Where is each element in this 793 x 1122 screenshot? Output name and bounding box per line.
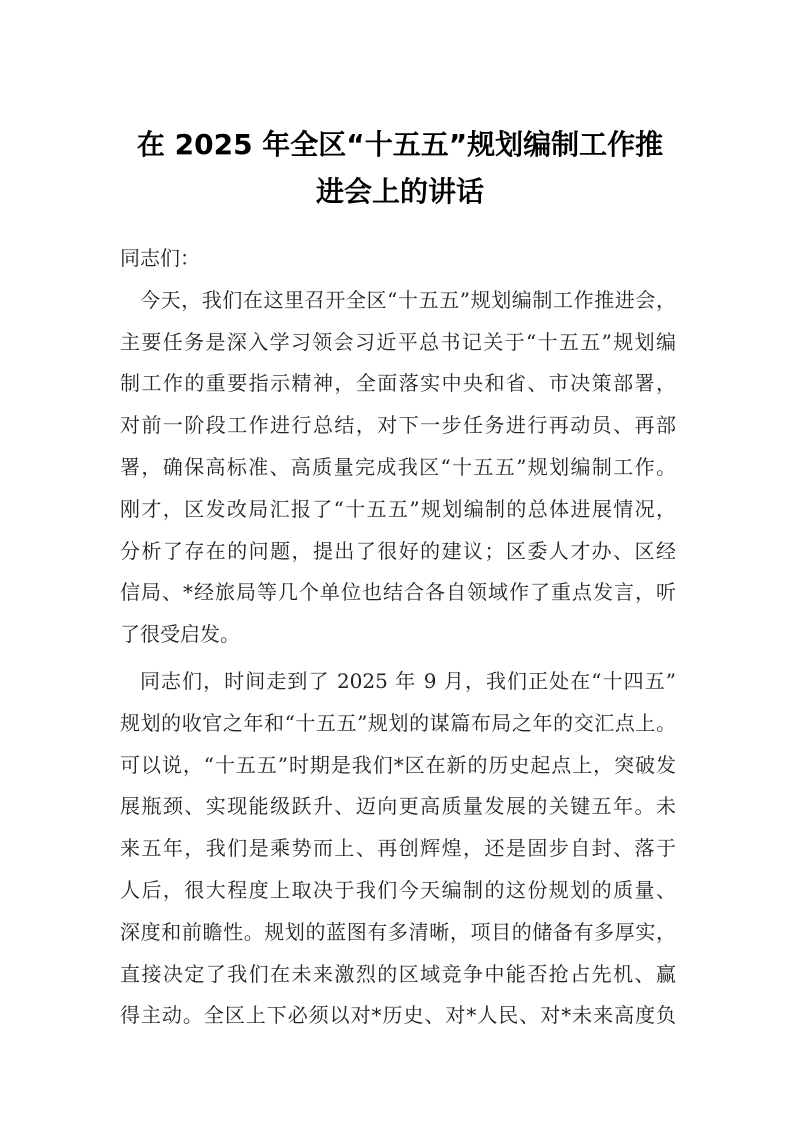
text-line: 制工作的重要指示精神，全面落实中央和省、市决策部署， (120, 371, 676, 396)
text-line: 对前一阶段工作进行总结，对下一步任务进行再动员、再部 (120, 413, 676, 438)
document-title-line-1: 在 2025 年全区“十五五”规划编制工作推 (136, 128, 664, 161)
text-line: 信局、*经旅局等几个单位也结合各自领域作了重点发言，听 (120, 580, 676, 605)
text-line: 人后，很大程度上取决于我们今天编制的这份规划的质量、 (120, 877, 676, 902)
text-line: 署，确保高标准、高质量完成我区“十五五”规划编制工作。 (120, 454, 676, 479)
paragraph (120, 282, 676, 658)
text-line: 可以说，“十五五”时期是我们*区在新的历史起点上，突破发 (120, 752, 676, 777)
document-body (120, 240, 676, 1039)
text-line: 规划的收官之年和“十五五”规划的谋篇布局之年的交汇点上。 (120, 710, 676, 735)
text-line: 展瓶颈、实现能级跃升、迈向更高质量发展的关键五年。未 (120, 794, 676, 819)
text-line: 今天，我们在这里召开全区“十五五”规划编制工作推进会， (140, 287, 676, 312)
text-line: 刚才，区发改局汇报了“十五五”规划编制的总体进展情况， (120, 496, 676, 521)
document-title-line-2: 进会上的讲话 (315, 175, 484, 208)
text-line: 得主动。全区上下必须以对*历史、对*人民、对*未来高度负 (120, 1003, 676, 1028)
text-line: 直接决定了我们在未来激烈的区域竞争中能否抢占先机、赢 (120, 961, 676, 986)
text-line: 来五年，我们是乘势而上、再创辉煌，还是固步自封、落于 (120, 836, 676, 861)
text-line: 同志们，时间走到了 2025 年 9 月，我们正处在“十四五” (140, 668, 676, 693)
text-line: 了很受启发。 (120, 622, 240, 647)
paragraph (120, 663, 676, 1039)
salutation: 同志们： (120, 246, 200, 270)
text-line: 分析了存在的问题，提出了很好的建议；区委人才办、区经 (120, 538, 676, 563)
text-line: 主要任务是深入学习领会习近平总书记关于“十五五”规划编 (120, 329, 676, 354)
text-line: 深度和前瞻性。规划的蓝图有多清晰，项目的储备有多厚实， (120, 919, 676, 944)
